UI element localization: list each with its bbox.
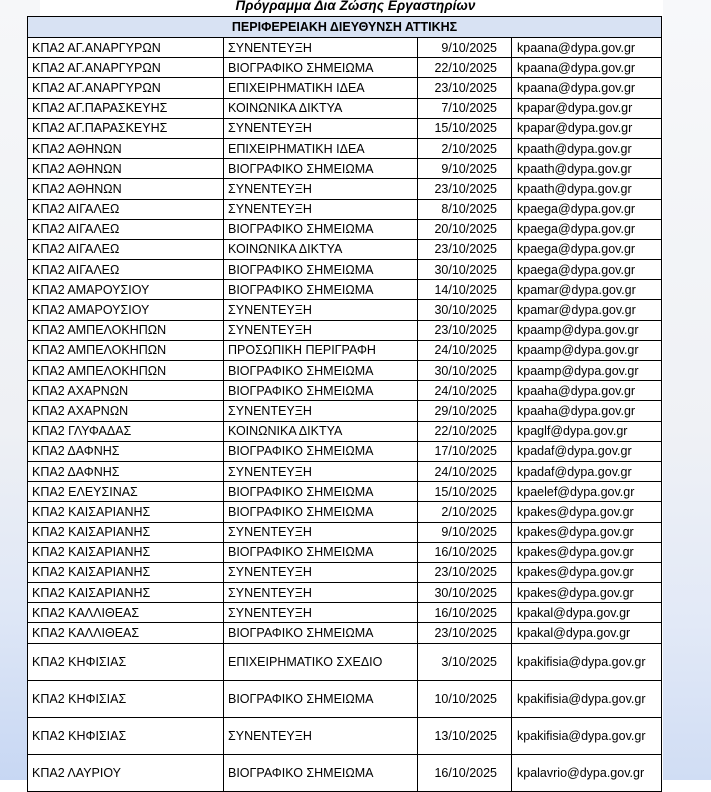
office-cell: ΚΠΑ2 ΑΓ.ΠΑΡΑΣΚΕΥΗΣ — [28, 98, 224, 118]
region-header: ΠΕΡΙΦΕΡΕΙΑΚΗ ΔΙΕΥΘΥΝΣΗ ΑΤΤΙΚΗΣ — [28, 17, 662, 38]
workshop-cell: ΣΥΝΕΝΤΕΥΞΗ — [224, 38, 418, 58]
date-cell: 7/10/2025 — [418, 98, 512, 118]
workshop-cell: ΕΠΙΧΕΙΡΗΜΑΤΙΚΗ ΙΔΕΑ — [224, 78, 418, 98]
table-row — [28, 320, 662, 340]
office-cell: ΚΠΑ2 ΑΘΗΝΩΝ — [28, 159, 224, 179]
email-cell: kpaega@dypa.gov.gr — [512, 239, 662, 259]
office-cell: ΚΠΑ2 ΑΘΗΝΩΝ — [28, 138, 224, 158]
date-cell: 9/10/2025 — [418, 38, 512, 58]
email-cell: kpakal@dypa.gov.gr — [512, 623, 662, 643]
date-cell: 14/10/2025 — [418, 280, 512, 300]
table-row — [28, 361, 662, 381]
table-row — [28, 643, 662, 680]
office-cell: ΚΠΑ2 ΕΛΕΥΣΙΝΑΣ — [28, 482, 224, 502]
workshop-cell: ΒΙΟΓΡΑΦΙΚΟ ΣΗΜΕΙΩΜΑ — [224, 482, 418, 502]
workshop-cell: ΠΡΟΣΩΠΙΚΗ ΠΕΡΙΓΡΑΦΗ — [224, 340, 418, 360]
workshop-cell: ΒΙΟΓΡΑΦΙΚΟ ΣΗΜΕΙΩΜΑ — [224, 623, 418, 643]
office-cell: ΚΠΑ2 ΓΛΥΦΑΔΑΣ — [28, 421, 224, 441]
date-cell: 22/10/2025 — [418, 58, 512, 78]
email-cell: kpaega@dypa.gov.gr — [512, 219, 662, 239]
table-row — [28, 562, 662, 582]
date-cell: 23/10/2025 — [418, 239, 512, 259]
office-cell: ΚΠΑ2 ΑΧΑΡΝΩΝ — [28, 401, 224, 421]
office-cell: ΚΠΑ2 ΑΙΓΑΛΕΩ — [28, 239, 224, 259]
workshop-cell: ΒΙΟΓΡΑΦΙΚΟ ΣΗΜΕΙΩΜΑ — [224, 58, 418, 78]
date-cell: 23/10/2025 — [418, 179, 512, 199]
workshop-cell: ΣΥΝΕΝΤΕΥΞΗ — [224, 583, 418, 603]
date-cell: 23/10/2025 — [418, 623, 512, 643]
date-cell: 30/10/2025 — [418, 583, 512, 603]
email-cell: kpakifisia@dypa.gov.gr — [512, 643, 662, 680]
date-cell: 30/10/2025 — [418, 361, 512, 381]
table-row — [28, 754, 662, 791]
office-cell: ΚΠΑ2 ΑΜΠΕΛΟΚΗΠΩΝ — [28, 340, 224, 360]
table-row — [28, 98, 662, 118]
date-cell: 20/10/2025 — [418, 219, 512, 239]
table-row — [28, 280, 662, 300]
workshop-cell: ΣΥΝΕΝΤΕΥΞΗ — [224, 199, 418, 219]
workshop-cell: ΒΙΟΓΡΑΦΙΚΟ ΣΗΜΕΙΩΜΑ — [224, 502, 418, 522]
date-cell: 2/10/2025 — [418, 502, 512, 522]
office-cell: ΚΠΑ2 ΑΘΗΝΩΝ — [28, 179, 224, 199]
date-cell: 24/10/2025 — [418, 461, 512, 481]
email-cell: kpakes@dypa.gov.gr — [512, 583, 662, 603]
office-cell: ΚΠΑ2 ΚΗΦΙΣΙΑΣ — [28, 717, 224, 754]
table-row — [28, 219, 662, 239]
table-row — [28, 58, 662, 78]
office-cell: ΚΠΑ2 ΑΓ.ΑΝΑΡΓΥΡΩΝ — [28, 58, 224, 78]
table-row — [28, 522, 662, 542]
email-cell: kpaega@dypa.gov.gr — [512, 260, 662, 280]
date-cell: 9/10/2025 — [418, 159, 512, 179]
workshop-cell: ΕΠΙΧΕΙΡΗΜΑΤΙΚΟ ΣΧΕΔΙΟ — [224, 643, 418, 680]
office-cell: ΚΠΑ2 ΑΙΓΑΛΕΩ — [28, 219, 224, 239]
table-row — [28, 717, 662, 754]
date-cell: 17/10/2025 — [418, 441, 512, 461]
email-cell: kpapar@dypa.gov.gr — [512, 98, 662, 118]
email-cell: kpaamp@dypa.gov.gr — [512, 361, 662, 381]
workshop-cell: ΣΥΝΕΝΤΕΥΞΗ — [224, 401, 418, 421]
workshop-cell: ΣΥΝΕΝΤΕΥΞΗ — [224, 522, 418, 542]
table-row — [28, 421, 662, 441]
office-cell: ΚΠΑ2 ΑΓ.ΑΝΑΡΓΥΡΩΝ — [28, 38, 224, 58]
email-cell: kpakes@dypa.gov.gr — [512, 522, 662, 542]
workshop-cell: ΚΟΙΝΩΝΙΚΑ ΔΙΚΤΥΑ — [224, 239, 418, 259]
date-cell: 24/10/2025 — [418, 381, 512, 401]
email-cell: kpaath@dypa.gov.gr — [512, 179, 662, 199]
office-cell: ΚΠΑ2 ΚΑΙΣΑΡΙΑΝΗΣ — [28, 583, 224, 603]
office-cell: ΚΠΑ2 ΚΑΛΛΙΘΕΑΣ — [28, 623, 224, 643]
email-cell: kpakes@dypa.gov.gr — [512, 542, 662, 562]
workshop-cell: ΣΥΝΕΝΤΕΥΞΗ — [224, 179, 418, 199]
office-cell: ΚΠΑ2 ΚΑΙΣΑΡΙΑΝΗΣ — [28, 542, 224, 562]
workshop-cell: ΣΥΝΕΝΤΕΥΞΗ — [224, 717, 418, 754]
office-cell: ΚΠΑ2 ΑΙΓΑΛΕΩ — [28, 199, 224, 219]
email-cell: kpaelef@dypa.gov.gr — [512, 482, 662, 502]
table-row — [28, 603, 662, 623]
email-cell: kpaana@dypa.gov.gr — [512, 38, 662, 58]
workshop-cell: ΒΙΟΓΡΑΦΙΚΟ ΣΗΜΕΙΩΜΑ — [224, 361, 418, 381]
date-cell: 8/10/2025 — [418, 199, 512, 219]
office-cell: ΚΠΑ2 ΚΗΦΙΣΙΑΣ — [28, 643, 224, 680]
date-cell: 16/10/2025 — [418, 603, 512, 623]
date-cell: 10/10/2025 — [418, 680, 512, 717]
table-row — [28, 260, 662, 280]
office-cell: ΚΠΑ2 ΑΜΠΕΛΟΚΗΠΩΝ — [28, 361, 224, 381]
workshop-cell: ΒΙΟΓΡΑΦΙΚΟ ΣΗΜΕΙΩΜΑ — [224, 680, 418, 717]
date-cell: 23/10/2025 — [418, 320, 512, 340]
table-row — [28, 461, 662, 481]
email-cell: kpaglf@dypa.gov.gr — [512, 421, 662, 441]
document-title: Πρόγραμμα Δια Ζώσης Εργαστηρίων — [235, 0, 476, 13]
date-cell: 23/10/2025 — [418, 562, 512, 582]
email-cell: kpaana@dypa.gov.gr — [512, 58, 662, 78]
email-cell: kpaamp@dypa.gov.gr — [512, 340, 662, 360]
table-row — [28, 138, 662, 158]
email-cell: kpaamp@dypa.gov.gr — [512, 320, 662, 340]
workshop-cell: ΣΥΝΕΝΤΕΥΞΗ — [224, 300, 418, 320]
workshop-cell: ΒΙΟΓΡΑΦΙΚΟ ΣΗΜΕΙΩΜΑ — [224, 381, 418, 401]
table-row — [28, 340, 662, 360]
office-cell: ΚΠΑ2 ΚΑΙΣΑΡΙΑΝΗΣ — [28, 522, 224, 542]
region-header-row — [28, 17, 662, 38]
email-cell: kpaega@dypa.gov.gr — [512, 199, 662, 219]
workshop-cell: ΒΙΟΓΡΑΦΙΚΟ ΣΗΜΕΙΩΜΑ — [224, 542, 418, 562]
date-cell: 16/10/2025 — [418, 542, 512, 562]
email-cell: kpalavrio@dypa.gov.gr — [512, 754, 662, 791]
workshop-cell: ΣΥΝΕΝΤΕΥΞΗ — [224, 461, 418, 481]
email-cell: kpapar@dypa.gov.gr — [512, 118, 662, 138]
table-row — [28, 239, 662, 259]
table-row — [28, 38, 662, 58]
email-cell: kpakes@dypa.gov.gr — [512, 502, 662, 522]
table-row — [28, 78, 662, 98]
workshop-cell: ΒΙΟΓΡΑΦΙΚΟ ΣΗΜΕΙΩΜΑ — [224, 159, 418, 179]
office-cell: ΚΠΑ2 ΑΜΑΡΟΥΣΙΟΥ — [28, 300, 224, 320]
email-cell: kpakal@dypa.gov.gr — [512, 603, 662, 623]
table-row — [28, 482, 662, 502]
email-cell: kpakifisia@dypa.gov.gr — [512, 717, 662, 754]
date-cell: 3/10/2025 — [418, 643, 512, 680]
workshop-schedule-table — [27, 16, 662, 792]
email-cell: kpadaf@dypa.gov.gr — [512, 461, 662, 481]
email-cell: kpaaha@dypa.gov.gr — [512, 381, 662, 401]
workshop-cell: ΣΥΝΕΝΤΕΥΞΗ — [224, 320, 418, 340]
table-row — [28, 199, 662, 219]
workshop-cell: ΒΙΟΓΡΑΦΙΚΟ ΣΗΜΕΙΩΜΑ — [224, 280, 418, 300]
workshop-cell: ΒΙΟΓΡΑΦΙΚΟ ΣΗΜΕΙΩΜΑ — [224, 754, 418, 791]
office-cell: ΚΠΑ2 ΑΜΠΕΛΟΚΗΠΩΝ — [28, 320, 224, 340]
table-row — [28, 680, 662, 717]
office-cell: ΚΠΑ2 ΑΧΑΡΝΩΝ — [28, 381, 224, 401]
workshop-cell: ΚΟΙΝΩΝΙΚΑ ΔΙΚΤΥΑ — [224, 421, 418, 441]
workshop-cell: ΣΥΝΕΝΤΕΥΞΗ — [224, 562, 418, 582]
office-cell: ΚΠΑ2 ΚΑΛΛΙΘΕΑΣ — [28, 603, 224, 623]
date-cell: 13/10/2025 — [418, 717, 512, 754]
workshop-cell: ΕΠΙΧΕΙΡΗΜΑΤΙΚΗ ΙΔΕΑ — [224, 138, 418, 158]
table-row — [28, 542, 662, 562]
date-cell: 15/10/2025 — [418, 118, 512, 138]
email-cell: kpaana@dypa.gov.gr — [512, 78, 662, 98]
office-cell: ΚΠΑ2 ΑΙΓΑΛΕΩ — [28, 260, 224, 280]
date-cell: 23/10/2025 — [418, 78, 512, 98]
workshop-cell: ΒΙΟΓΡΑΦΙΚΟ ΣΗΜΕΙΩΜΑ — [224, 441, 418, 461]
date-cell: 2/10/2025 — [418, 138, 512, 158]
email-cell: kpakes@dypa.gov.gr — [512, 562, 662, 582]
table-row — [28, 401, 662, 421]
table-row — [28, 502, 662, 522]
date-cell: 16/10/2025 — [418, 754, 512, 791]
office-cell: ΚΠΑ2 ΑΜΑΡΟΥΣΙΟΥ — [28, 280, 224, 300]
workshop-cell: ΣΥΝΕΝΤΕΥΞΗ — [224, 118, 418, 138]
office-cell: ΚΠΑ2 ΛΑΥΡΙΟΥ — [28, 754, 224, 791]
right-background — [663, 0, 711, 780]
table-row — [28, 159, 662, 179]
office-cell: ΚΠΑ2 ΑΓ.ΑΝΑΡΓΥΡΩΝ — [28, 78, 224, 98]
table-row — [28, 623, 662, 643]
date-cell: 9/10/2025 — [418, 522, 512, 542]
workshop-cell: ΒΙΟΓΡΑΦΙΚΟ ΣΗΜΕΙΩΜΑ — [224, 219, 418, 239]
office-cell: ΚΠΑ2 ΔΑΦΝΗΣ — [28, 461, 224, 481]
email-cell: kpakifisia@dypa.gov.gr — [512, 680, 662, 717]
email-cell: kpaath@dypa.gov.gr — [512, 159, 662, 179]
table-row — [28, 118, 662, 138]
workshop-cell: ΚΟΙΝΩΝΙΚΑ ΔΙΚΤΥΑ — [224, 98, 418, 118]
date-cell: 30/10/2025 — [418, 260, 512, 280]
email-cell: kpamar@dypa.gov.gr — [512, 280, 662, 300]
date-cell: 22/10/2025 — [418, 421, 512, 441]
workshop-cell: ΒΙΟΓΡΑΦΙΚΟ ΣΗΜΕΙΩΜΑ — [224, 260, 418, 280]
table-row — [28, 441, 662, 461]
table-row — [28, 179, 662, 199]
office-cell: ΚΠΑ2 ΚΑΙΣΑΡΙΑΝΗΣ — [28, 562, 224, 582]
email-cell: kpaath@dypa.gov.gr — [512, 138, 662, 158]
email-cell: kpamar@dypa.gov.gr — [512, 300, 662, 320]
office-cell: ΚΠΑ2 ΚΗΦΙΣΙΑΣ — [28, 680, 224, 717]
date-cell: 30/10/2025 — [418, 300, 512, 320]
date-cell: 29/10/2025 — [418, 401, 512, 421]
office-cell: ΚΠΑ2 ΔΑΦΝΗΣ — [28, 441, 224, 461]
email-cell: kpaaha@dypa.gov.gr — [512, 401, 662, 421]
office-cell: ΚΠΑ2 ΑΓ.ΠΑΡΑΣΚΕΥΗΣ — [28, 118, 224, 138]
table-row — [28, 583, 662, 603]
office-cell: ΚΠΑ2 ΚΑΙΣΑΡΙΑΝΗΣ — [28, 502, 224, 522]
table-row — [28, 381, 662, 401]
email-cell: kpadaf@dypa.gov.gr — [512, 441, 662, 461]
table-row — [28, 300, 662, 320]
workshop-cell: ΣΥΝΕΝΤΕΥΞΗ — [224, 603, 418, 623]
date-cell: 15/10/2025 — [418, 482, 512, 502]
date-cell: 24/10/2025 — [418, 340, 512, 360]
